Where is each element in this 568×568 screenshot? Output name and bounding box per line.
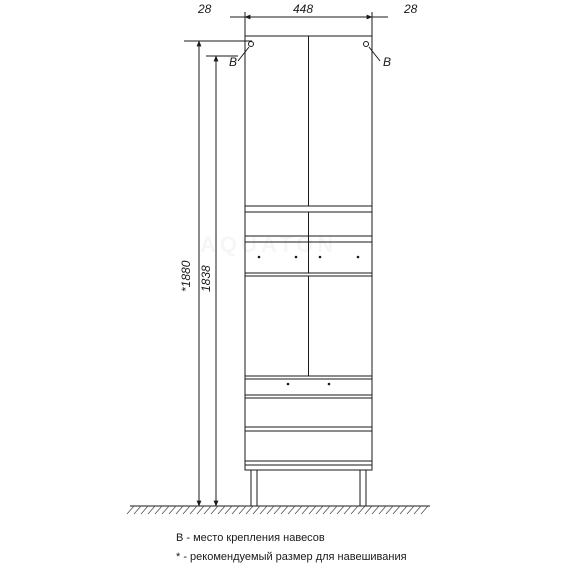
hatch-line xyxy=(197,506,204,514)
hatch-line xyxy=(260,506,267,514)
hatch-line xyxy=(239,506,246,514)
hatch-line xyxy=(316,506,323,514)
hatch-line xyxy=(323,506,330,514)
hatch-line xyxy=(246,506,253,514)
hatch-line xyxy=(358,506,365,514)
hatch-line xyxy=(337,506,344,514)
hatch-line xyxy=(162,506,169,514)
hatch-line xyxy=(218,506,225,514)
hatch-line xyxy=(379,506,386,514)
hatch-line xyxy=(365,506,372,514)
hatch-line xyxy=(400,506,407,514)
hatch-line xyxy=(127,506,134,514)
hatch-line xyxy=(134,506,141,514)
top-dimension xyxy=(197,2,418,40)
hatch-line xyxy=(295,506,302,514)
hatch-line xyxy=(155,506,162,514)
hatch-line xyxy=(309,506,316,514)
hatch-line xyxy=(204,506,211,514)
hatch-line xyxy=(330,506,337,514)
mount-point-left xyxy=(229,42,254,70)
hatch-line xyxy=(414,506,421,514)
hatch-line xyxy=(211,506,218,514)
hatch-line xyxy=(141,506,148,514)
hatch-line xyxy=(274,506,281,514)
hatch-line xyxy=(183,506,190,514)
svg-text:B: B xyxy=(383,55,392,69)
hatch-line xyxy=(176,506,183,514)
cabinet-body xyxy=(245,36,372,506)
hatch-line xyxy=(386,506,393,514)
dimension-mount-height: 1838 xyxy=(199,265,213,292)
hatch-line xyxy=(232,506,239,514)
hatch-line xyxy=(148,506,155,514)
hatch-line xyxy=(302,506,309,514)
legend-recommended-size: * - рекомендуемый размер для навешивания xyxy=(176,551,407,563)
height-dimension xyxy=(179,41,252,506)
dimension-right-offset: 28 xyxy=(404,2,418,16)
hatch-line xyxy=(351,506,358,514)
dimension-width: 448 xyxy=(293,2,314,16)
hatch-line xyxy=(169,506,176,514)
hatch-line xyxy=(421,506,428,514)
svg-text:B: B xyxy=(229,55,238,69)
hatch-line xyxy=(372,506,379,514)
dimension-left-offset: 28 xyxy=(198,2,212,16)
hatch-line xyxy=(393,506,400,514)
hatch-line xyxy=(344,506,351,514)
mount-point-right xyxy=(364,42,392,70)
hatch-line xyxy=(281,506,288,514)
hatch-line xyxy=(267,506,274,514)
hatch-line xyxy=(190,506,197,514)
hatch-line xyxy=(225,506,232,514)
hatch-line xyxy=(288,506,295,514)
floor-hatching xyxy=(127,506,430,514)
hatch-line xyxy=(253,506,260,514)
hatch-line xyxy=(407,506,414,514)
dimension-total-height: *1880 xyxy=(179,260,193,292)
legend-mount-point: B - место крепления навесов xyxy=(176,532,325,544)
